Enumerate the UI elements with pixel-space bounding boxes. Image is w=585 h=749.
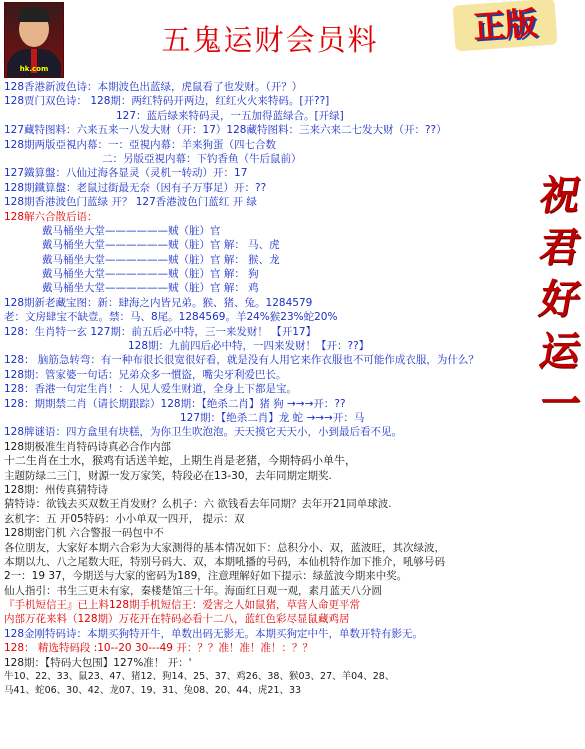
- text-line: 戴马桶坐大堂——————贼（脏）官 解： 狗: [42, 268, 259, 281]
- text-line: 128金刚特码诗：本期买狗特开牛，单数出码无影无。本期买狗定中牛，单数开特有影无。: [4, 627, 424, 640]
- text-line: 牛10、22、33、鼠23、47、猪12、狗14、25、37、鸡26、38、猴03、27、羊04、28、: [4, 671, 395, 683]
- side-char: 好: [535, 276, 585, 323]
- text-line: 老：文房肆宝不缺壹。禁：马、8尾。1284569。羊24%猴23%蛇20%: [4, 311, 338, 324]
- avatar-tag: hk.com: [19, 65, 49, 73]
- text-line: 128期密门机 六合警报一码包中不: [4, 527, 164, 540]
- text-line: 128牌谜语：四方盒里有块糕，为你卫生吹泡泡。天天摸它天天小，小到最后看不见。: [4, 426, 403, 439]
- content-body: [4, 80, 534, 699]
- text-line: 2一：19 37，今期送与大家的密码为189，注意理解好如下提示：绿蓝波今期来中奖。: [4, 570, 408, 583]
- text-line: 戴马桶坐大堂——————贼（脏）官 解： 鸡: [42, 282, 259, 295]
- page-title: 五鬼运财会员料: [161, 23, 379, 57]
- header: [0, 0, 585, 82]
- text-line: 猜特诗：欲钱去买双数王肖发财？么机子：六 欲钱看去年同期？去年开21同单球波.: [4, 498, 392, 511]
- text-line: 仙人指引：书生三更未有家，秦楼楚馆三十年。海面红日观一观，素月蓝天八分圆: [4, 584, 382, 597]
- side-char: 祝: [535, 172, 585, 219]
- text-line: 『手机短信王』已上料128期手机短信王：爱害之人如鼠猪，草营人命更平常: [4, 599, 361, 612]
- text-line: 128： 脑筋急转弯：有一种布很长很宽很好看，就是没有人用它来作衣服也不可能作成衣服，为什么？: [4, 354, 479, 367]
- text-line: 128： 精选特码段 :10--20 30---49 开：？？准！准！准！：？？: [4, 642, 313, 655]
- zhengban-badge: 正版: [453, 0, 558, 52]
- text-line: 128期鐵算盤：老鼠过街最无奈（因有子万事足）开：??: [4, 181, 267, 194]
- text-line: 127期：【绝杀二肖】龙 蛇 →→→开：马: [180, 411, 365, 424]
- text-line: 本期以九、八之尾数大旺，特别号码大、双，本期吼播的号码，本仙机特作加下推介，吼够号码: [4, 555, 445, 568]
- text-line: 戴马桶坐大堂——————贼（脏）官 解： 猴、龙: [42, 253, 280, 266]
- text-line: 128期两版亞視内幕：一：亞視内幕：羊来狗蛋（四七合数: [4, 138, 277, 151]
- text-line: 128香港新波色诗：本期波色出蓝绿，虎鼠看了也发财。（开？）: [4, 81, 303, 93]
- text-line: 128期：【特码大包围】127%准！ 开：': [4, 656, 192, 669]
- text-line: 玄机字：五 开05特码：小小单双一四开， 提示：双: [4, 512, 245, 525]
- text-line: 128期：九前四后必中特，一四来发财！【开：??】: [128, 340, 370, 353]
- text-line: 128期：管家婆一句话：兄弟众多一慣盜，嘴尖牙利爱巴长。: [4, 368, 287, 381]
- text-line: 127藏特图料：六来五来一八发大财（开：17）128藏特图料：三来六来二七发大财（开：??）: [4, 124, 447, 137]
- text-line: 128解六合散后语：: [4, 210, 98, 223]
- side-blessing: [536, 170, 584, 430]
- text-line: 127鐵算盤：八仙过海各显灵（灵机一转动）开：17: [4, 167, 248, 180]
- text-line: 128：生肖特一玄 127期：前五后必中特，三一来发财！ 【开17】: [4, 325, 317, 338]
- text-line: 十二生肖在土水，猴鸡有话送羊蛇，上期生肖是老猪，今期特码小单牛，: [4, 454, 356, 468]
- text-line: 128：香港一句定生肖！：人见人爱生财道，全身上下都是宝。: [4, 383, 298, 396]
- text-line: 二：另版亞視内幕：下钓香鱼（牛后鼠前）: [102, 152, 302, 165]
- text-line: 128期新老藏宝图：新：肆海之内皆兄弟。猴、猪、兔。1284579: [4, 296, 313, 309]
- side-char: 运: [535, 328, 585, 375]
- text-line: 各位朋友，大家好本期六合彩为大家测得的基本情况如下：总积分小、双，蓝波旺，其次绿波，: [4, 541, 445, 554]
- avatar: [4, 2, 64, 78]
- text-line: 128期：州传真猜特诗: [4, 483, 109, 496]
- text-line: 128贾门双色诗： 128期：两红特码开两边，红红火火来特码。[开??]: [4, 95, 330, 108]
- side-char: 君: [535, 224, 585, 271]
- text-line: 内部万花来料（128期）万花开在特码必看十二八，蓝红色彩尽显鼠藏鸡居: [4, 613, 350, 626]
- side-char: 一: [535, 380, 585, 427]
- text-line: 戴马桶坐大堂——————贼（脏）官: [42, 224, 221, 237]
- avatar-hair: [18, 8, 50, 22]
- text-line: 戴马桶坐大堂——————贼（脏）官 解： 马、虎: [42, 239, 280, 252]
- text-line: 马41、蛇06、30、42、龙07、19、31、兔08、20、44、虎21、33: [4, 685, 302, 697]
- text-line: 128：期期禁二肖（请长期跟踪）128期：【绝杀二肖】猪 狗 →→→开：??: [4, 397, 346, 410]
- text-line: 128期香港波色门蓝绿 开？ 127香港波色门蓝红 开 绿: [4, 196, 257, 209]
- text-line: 主题防绿二三门，财源一发万家笑，特段必在13-30，去年同期定期奖.: [4, 469, 332, 482]
- text-line: 128期极准生肖特码诗真必合作内部: [4, 440, 172, 453]
- text-line: 127：蓝后绿来特码灵，一五加得蓝绿合。[开绿]: [116, 109, 344, 122]
